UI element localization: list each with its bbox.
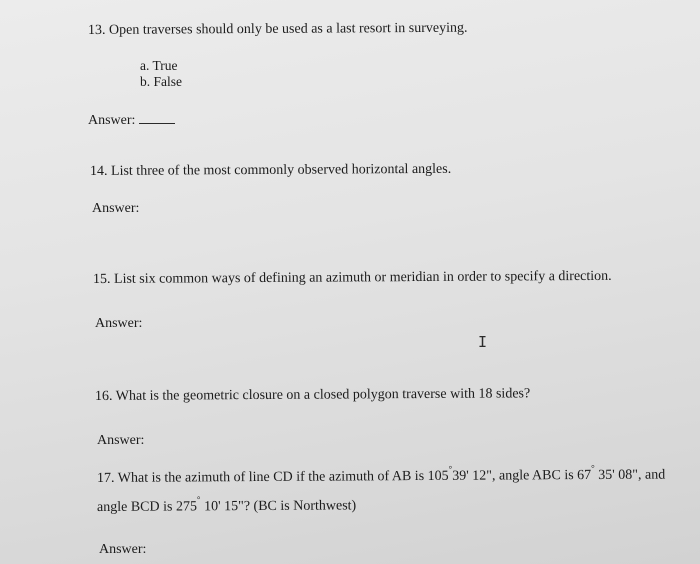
degree-symbol: ° [196, 494, 201, 505]
text-cursor-icon: I [478, 333, 488, 351]
answer-blank-line [139, 112, 175, 124]
question-15-answer-label: Answer: [95, 316, 143, 331]
question-14-answer-label: Answer: [92, 201, 140, 216]
question-17-answer-label: Answer: [99, 542, 147, 557]
question-13-option-a: a. True [140, 58, 178, 73]
question-13-option-b: b. False [140, 74, 182, 89]
degree-symbol: ° [591, 463, 595, 474]
degree-symbol: ° [448, 464, 453, 475]
question-17-part-4: angle BCD is 275 [96, 499, 197, 515]
answer-label: Answer: [88, 113, 136, 128]
question-15-text: 15. List six common ways of defining an azimuth or meridian in order to specify a direction. [92, 268, 612, 287]
question-16-text: 16. What is the geometric closure on a closed polygon traverse with 18 sides? [94, 386, 531, 404]
question-13-answer [88, 112, 175, 129]
question-17-line-2 [96, 494, 357, 516]
question-17-part-5: 10' 15"? (BC is Northwest) [200, 498, 357, 515]
question-17-part-2: 39' 12", angle ABC is 67 [452, 467, 592, 484]
question-14-text: 14. List three of the most commonly observed horizontal angles. [89, 161, 452, 179]
question-13-text: 13. Open traverses should only be used as a last resort in surveying. [87, 20, 468, 38]
question-17-part-3: 35' 08", and [594, 467, 666, 483]
question-17-line-1 [96, 463, 666, 487]
question-17-part-1: 17. What is the azimuth of line CD if the azimuth of AB is 105 [96, 468, 449, 486]
question-16-answer-label: Answer: [97, 433, 145, 448]
